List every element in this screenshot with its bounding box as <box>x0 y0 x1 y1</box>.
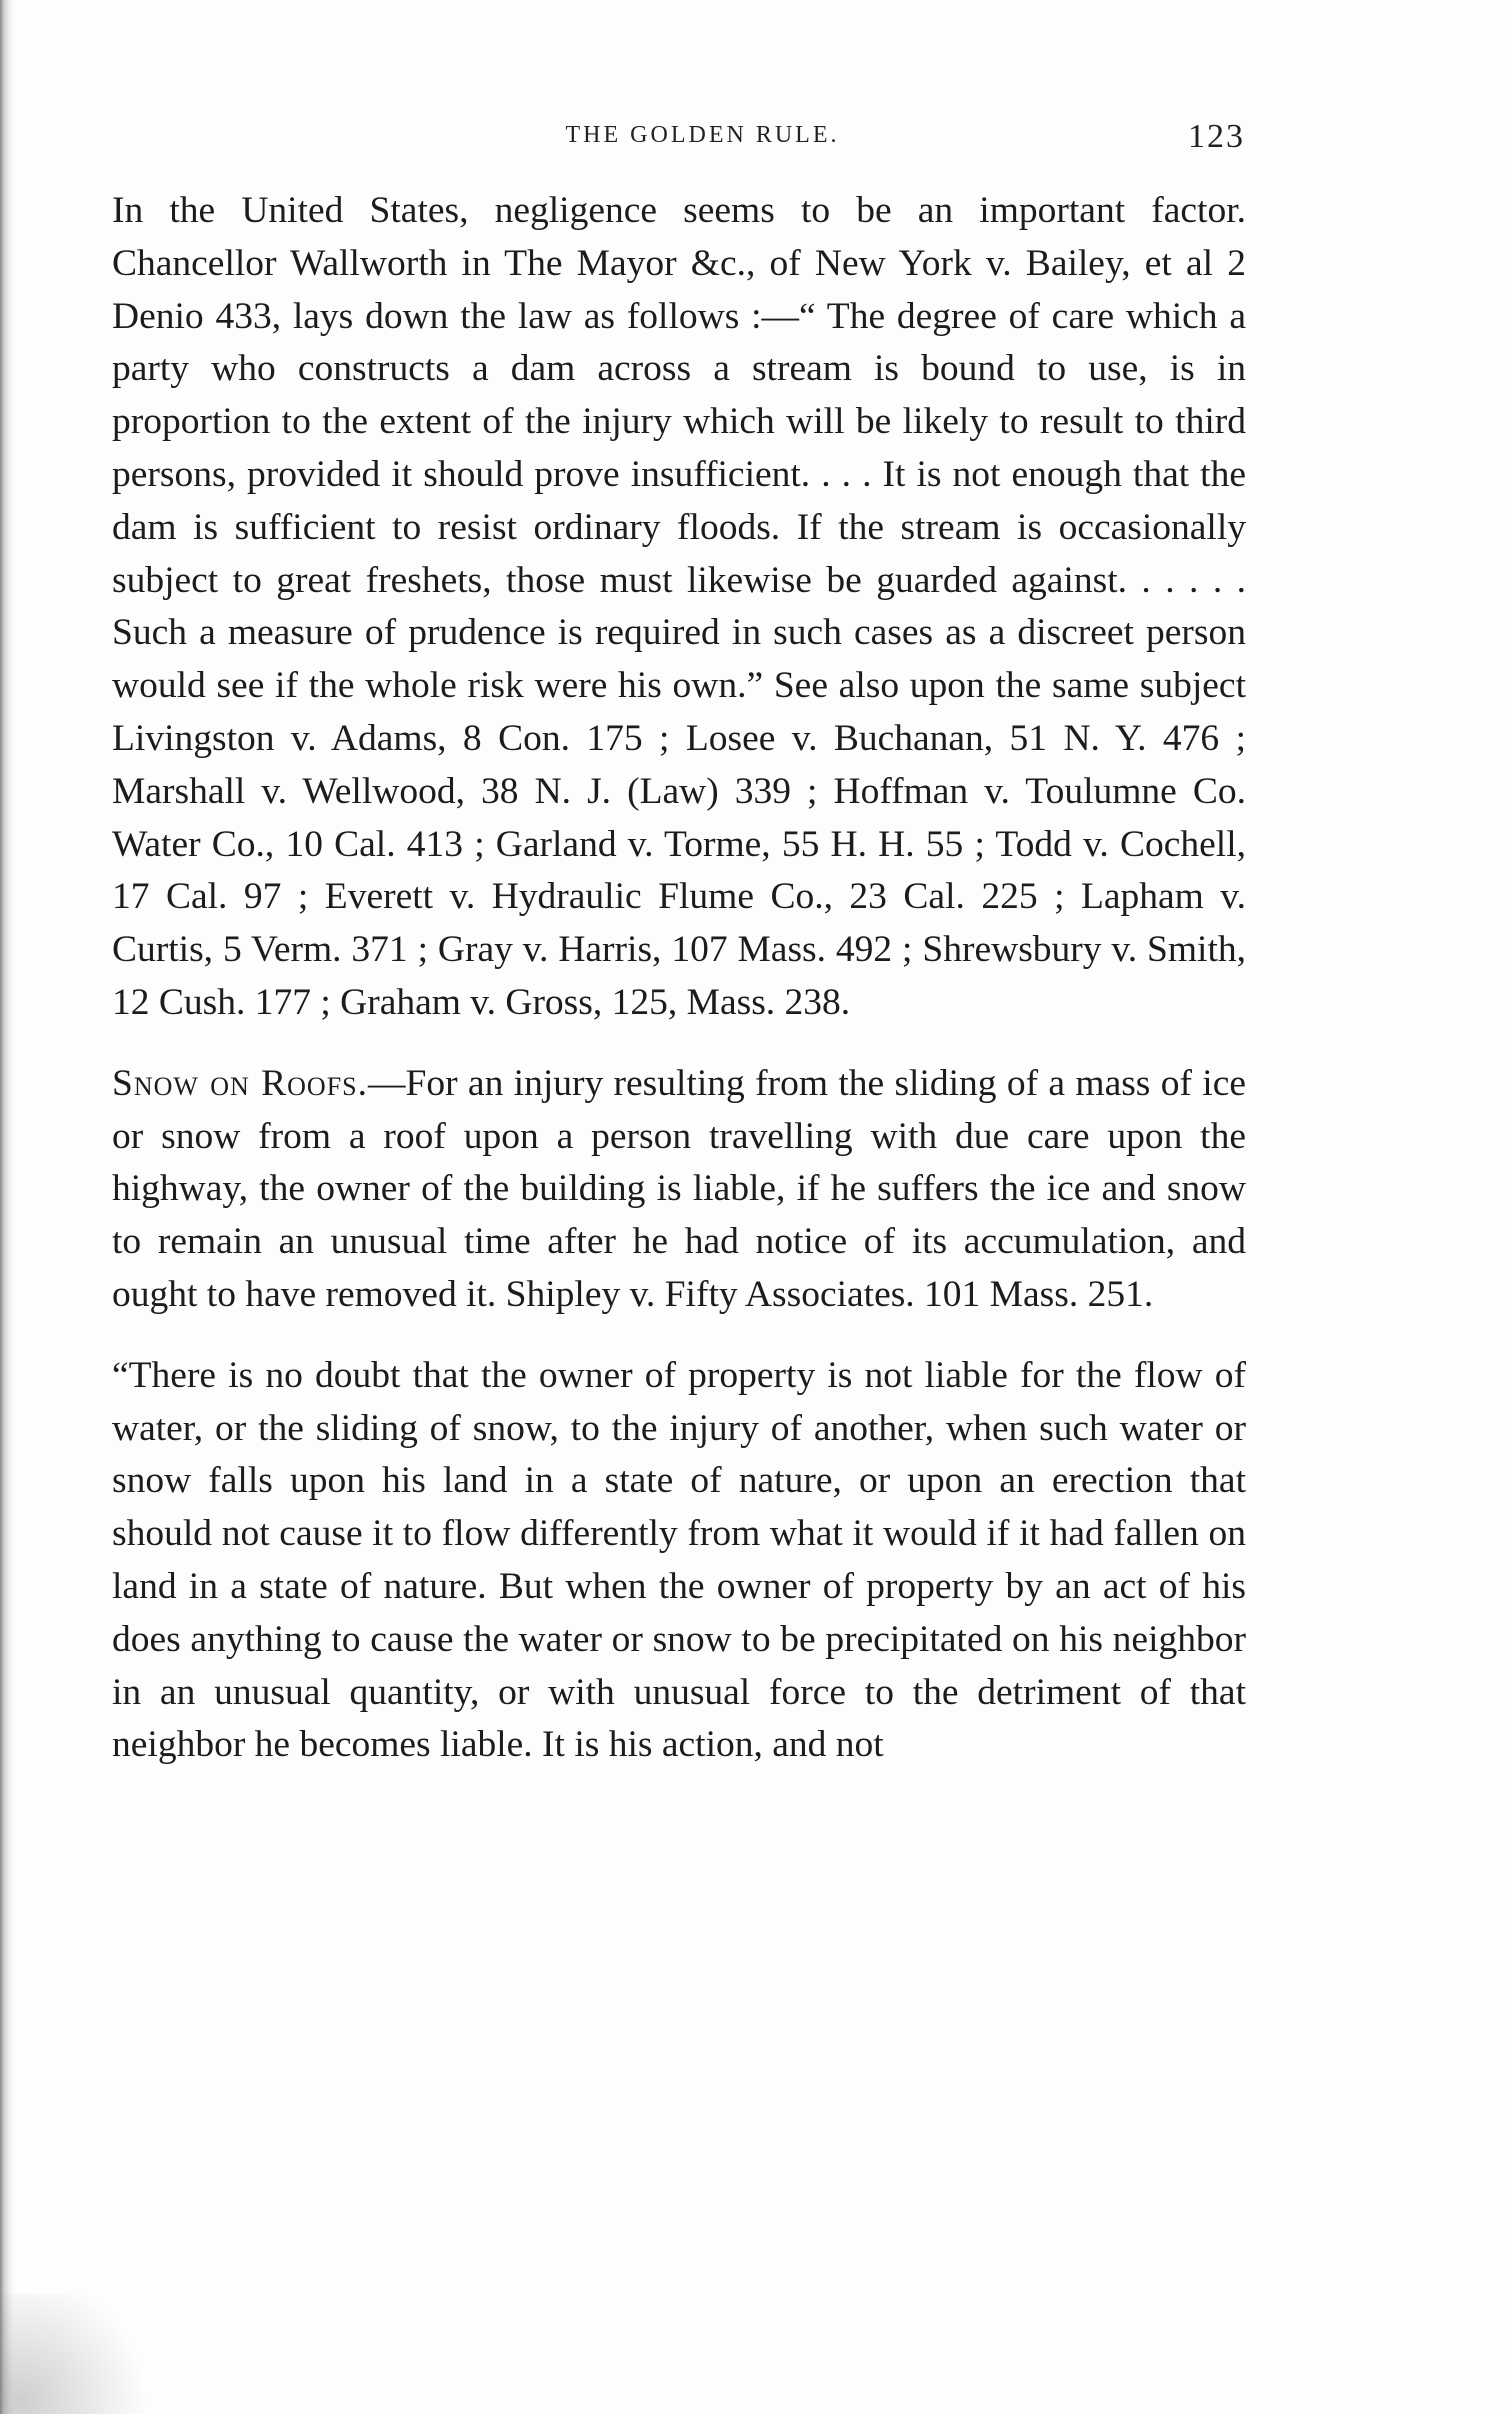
section-heading-snow-on-roofs: Snow on Roofs. <box>112 1062 369 1104</box>
paragraph-owner-liability <box>112 1350 1246 1772</box>
body-text <box>112 185 1246 1772</box>
paragraph-text: In the United States, negligence seems to be an important factor. Chancellor Wallworth in The Mayor &c., of New York v. Bailey, et al 2 Denio 433, lays down the law as follows :—“ The degree of care which a party who constructs a dam across a stream is bound to use, is in proportion to the extent of the injury which will be likely to result to third persons, provided it should prove insufficient. . . . It is not enough that the dam is sufficient to resist ordinary floods. If the stream is occasionally subject to great freshets, those must likewise be guarded against. . . . . . Such a measure of prudence is required in such cases as a discreet person would see if the whole risk were his own.” See also upon the same subject Livingston v. Adams, 8 Con. 175 ; Losee v. Buchanan, 51 N. Y. 476 ; Marshall v. Wellwood, 38 N. J. (Law) 339 ; Hoffman v. Toulumne Co. Water Co., 10 Cal. 413 ; Garland v. Torme, 55 H. H. 55 ; Todd v. Cochell, 17 Cal. 97 ; Everett v. Hydraulic Flume Co., 23 Cal. 225 ; Lapham v. Curtis, 5 Verm. 371 ; Gray v. Harris, 107 Mass. 492 ; Shrewsbury v. Smith, 12 Cush. 177 ; Graham v. Gross, 125, Mass. 238. <box>112 190 1246 1023</box>
page-corner-wear <box>0 2294 200 2414</box>
page-number: 123 <box>1188 118 1245 155</box>
paragraph-negligence <box>112 185 1246 1030</box>
paragraph-text: —For an injury resulting from the sliding of a mass of ice or snow from a roof upon a person travelling with due care upon the highway, the owner of the building is liable, if he suffers the ice and snow to remain an unusual time after he had notice of its accumulation, and ought to have removed it. Shipley v. Fifty Associates. 101 Mass. 251. <box>112 1062 1246 1315</box>
page-spine-shadow <box>0 0 14 2414</box>
running-head <box>160 118 1245 158</box>
paragraph-text: “There is no doubt that the owner of property is not liable for the flow of water, or the sliding of snow, to the injury of another, when such water or snow falls upon his land in a state of nature, or upon an erection that should not cause it to flow differently from what it would if it had fallen on land in a state of nature. But when the owner of property by an act of his does anything to cause the water or snow to be precipitated on his neighbor in an unusual quantity, or with unusual force to the detriment of that neighbor he becomes liable. It is his action, and not <box>112 1354 1246 1766</box>
running-title: THE GOLDEN RULE. <box>565 122 840 148</box>
paragraph-snow-on-roofs <box>112 1058 1246 1322</box>
